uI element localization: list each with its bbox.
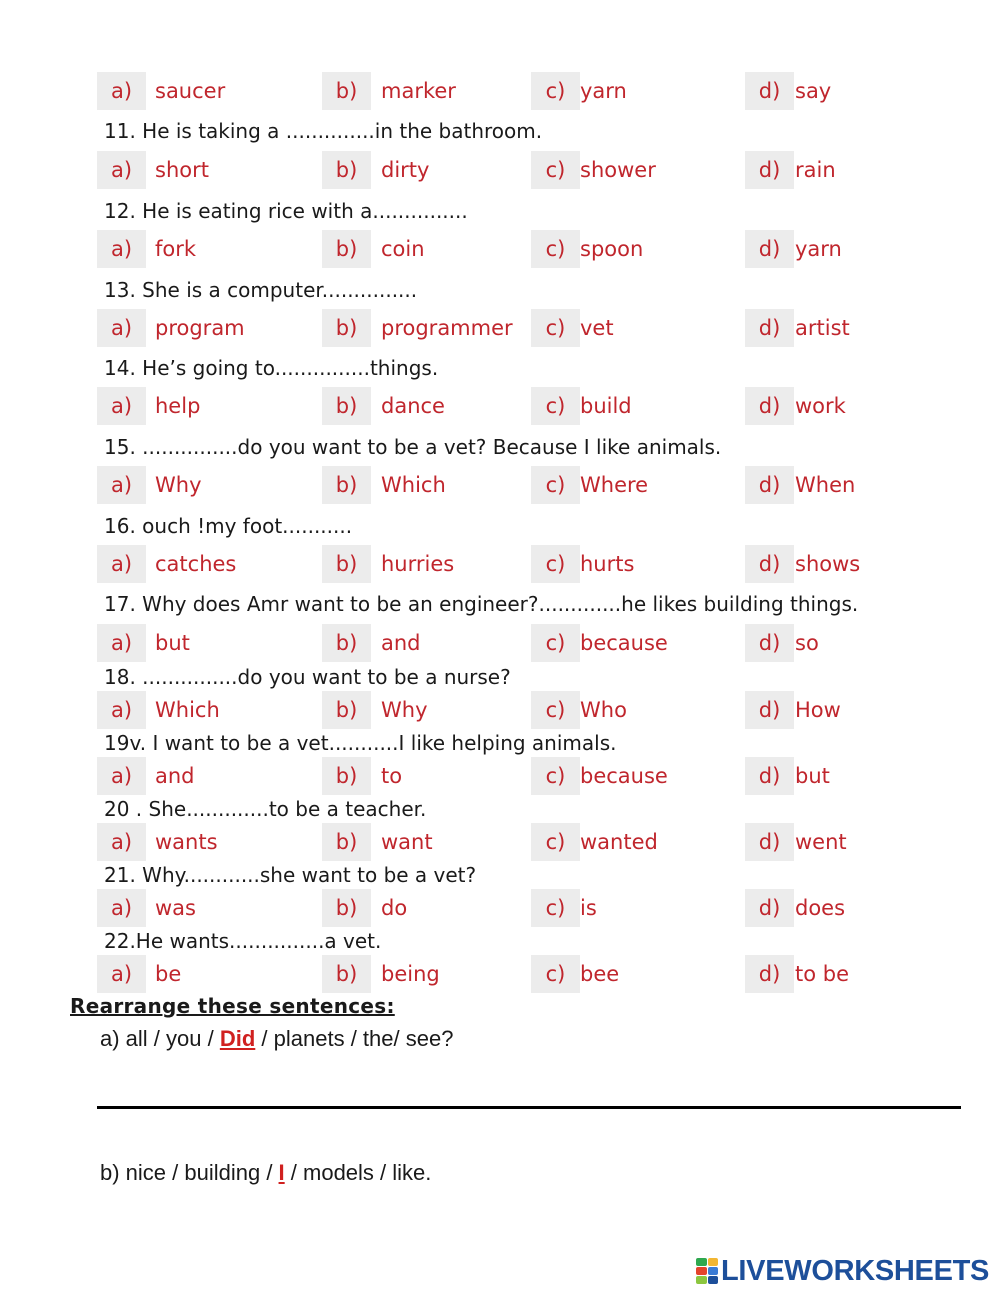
option-text[interactable]: went <box>795 830 847 854</box>
option-text[interactable]: wanted <box>580 830 658 854</box>
options-row <box>0 151 1000 189</box>
option-letter[interactable]: c) <box>531 309 580 347</box>
option-letter[interactable]: a) <box>97 691 146 729</box>
rearrange-b-highlight: I <box>278 1160 285 1185</box>
question-text: 20 . She.............to be a teacher. <box>104 797 427 821</box>
option-letter[interactable]: a) <box>97 466 146 504</box>
option-letter[interactable]: b) <box>322 955 371 993</box>
option-letter[interactable]: a) <box>97 624 146 662</box>
option-text[interactable]: dirty <box>381 158 430 182</box>
option-letter[interactable]: d) <box>745 387 794 425</box>
option-letter[interactable]: b) <box>322 466 371 504</box>
option-letter[interactable]: b) <box>322 757 371 795</box>
options-row <box>0 387 1000 425</box>
option-text[interactable]: rain <box>795 158 836 182</box>
options-row <box>0 955 1000 993</box>
option-text[interactable]: build <box>580 394 632 418</box>
option-letter[interactable]: a) <box>97 151 146 189</box>
question-text: 18. ...............do you want to be a nurse? <box>104 665 511 689</box>
question-text: 16. ouch !my foot........... <box>104 514 353 538</box>
option-letter[interactable]: b) <box>322 72 371 110</box>
option-letter[interactable]: b) <box>322 823 371 861</box>
option-letter[interactable]: d) <box>745 757 794 795</box>
question-text: 11. He is taking a ..............in the bathroom. <box>104 119 543 143</box>
option-letter[interactable]: d) <box>745 72 794 110</box>
rearrange-a-suffix: / planets / the/ see? <box>255 1026 454 1051</box>
liveworksheets-logo[interactable] <box>696 1254 989 1288</box>
option-letter[interactable]: d) <box>745 309 794 347</box>
rearrange-a-highlight: Did <box>219 1026 256 1051</box>
question-text: 21. Why............she want to be a vet? <box>104 863 477 887</box>
option-letter[interactable]: d) <box>745 624 794 662</box>
options-row <box>0 823 1000 861</box>
option-letter[interactable]: c) <box>531 387 580 425</box>
option-letter[interactable]: b) <box>322 309 371 347</box>
options-row <box>0 624 1000 662</box>
options-row <box>0 691 1000 729</box>
options-row <box>0 889 1000 927</box>
option-text[interactable]: yarn <box>580 79 627 103</box>
option-text[interactable]: When <box>795 473 856 497</box>
option-text[interactable]: hurries <box>381 552 455 576</box>
option-text[interactable]: to <box>381 764 403 788</box>
option-text[interactable]: because <box>580 631 668 655</box>
option-letter[interactable]: c) <box>531 889 580 927</box>
option-letter[interactable]: b) <box>322 691 371 729</box>
option-text[interactable]: do <box>381 896 408 920</box>
option-text[interactable]: short <box>155 158 209 182</box>
rearrange-item-b <box>100 1160 431 1186</box>
question-text: 12. He is eating rice with a............... <box>104 199 468 223</box>
rearrange-b-prefix: b) nice / building / <box>100 1160 279 1185</box>
option-letter[interactable]: a) <box>97 955 146 993</box>
option-text[interactable]: shower <box>580 158 656 182</box>
option-letter[interactable]: d) <box>745 823 794 861</box>
option-letter[interactable]: d) <box>745 230 794 268</box>
question-text: 15. ...............do you want to be a vet? Because I like animals. <box>104 435 722 459</box>
option-letter[interactable]: d) <box>745 151 794 189</box>
rearrange-item-a <box>100 1026 453 1052</box>
option-letter[interactable]: d) <box>745 466 794 504</box>
option-text[interactable]: say <box>795 79 832 103</box>
option-text[interactable]: How <box>795 698 841 722</box>
option-text[interactable]: Where <box>580 473 649 497</box>
option-text[interactable]: Which <box>381 473 446 497</box>
option-text[interactable]: programmer <box>381 316 513 340</box>
option-text[interactable]: vet <box>580 316 614 340</box>
option-text[interactable]: artist <box>795 316 850 340</box>
option-text[interactable]: is <box>580 896 597 920</box>
option-letter[interactable]: a) <box>97 889 146 927</box>
options-row <box>0 309 1000 347</box>
option-letter[interactable]: d) <box>745 545 794 583</box>
option-text[interactable]: does <box>795 896 846 920</box>
question-text: 17. Why does Amr want to be an engineer?.............he likes building things. <box>104 592 859 616</box>
option-letter[interactable]: c) <box>531 757 580 795</box>
option-text[interactable]: want <box>381 830 433 854</box>
option-text[interactable]: Why <box>381 698 428 722</box>
option-text[interactable]: bee <box>580 962 620 986</box>
option-letter[interactable]: b) <box>322 230 371 268</box>
option-text[interactable]: saucer <box>155 79 226 103</box>
option-text[interactable]: coin <box>381 237 425 261</box>
option-text[interactable]: dance <box>381 394 445 418</box>
option-text[interactable]: program <box>155 316 245 340</box>
options-row <box>0 757 1000 795</box>
question-text: 22.He wants...............a vet. <box>104 929 382 953</box>
option-text[interactable]: shows <box>795 552 861 576</box>
options-row <box>0 466 1000 504</box>
option-text[interactable]: hurts <box>580 552 635 576</box>
option-text[interactable]: so <box>795 631 819 655</box>
option-letter[interactable]: c) <box>531 823 580 861</box>
option-letter[interactable]: c) <box>531 545 580 583</box>
option-text[interactable]: wants <box>155 830 218 854</box>
option-letter[interactable]: a) <box>97 387 146 425</box>
option-text[interactable]: yarn <box>795 237 842 261</box>
option-letter[interactable]: d) <box>745 955 794 993</box>
option-text[interactable]: but <box>155 631 190 655</box>
option-text[interactable]: being <box>381 962 440 986</box>
option-letter[interactable]: b) <box>322 151 371 189</box>
options-row <box>0 230 1000 268</box>
option-text[interactable]: Which <box>155 698 220 722</box>
option-text[interactable]: be <box>155 962 182 986</box>
option-letter[interactable]: c) <box>531 466 580 504</box>
logo-text: LIVEWORKSHEETS <box>721 1254 990 1287</box>
question-text: 14. He’s going to...............things. <box>104 356 439 380</box>
question-text: 19v. I want to be a vet...........I like helping animals. <box>104 731 617 755</box>
option-text[interactable]: but <box>795 764 830 788</box>
option-text[interactable]: because <box>580 764 668 788</box>
option-text[interactable]: was <box>155 896 196 920</box>
option-letter[interactable]: d) <box>745 691 794 729</box>
liveworksheets-logo-icon <box>696 1258 718 1284</box>
option-letter[interactable]: a) <box>97 230 146 268</box>
options-row <box>0 545 1000 583</box>
option-letter[interactable]: b) <box>322 624 371 662</box>
option-letter[interactable]: a) <box>97 72 146 110</box>
option-text[interactable]: Who <box>580 698 627 722</box>
option-text[interactable]: work <box>795 394 846 418</box>
option-letter[interactable]: a) <box>97 309 146 347</box>
option-letter[interactable]: b) <box>322 387 371 425</box>
option-text[interactable]: help <box>155 394 201 418</box>
option-letter[interactable]: a) <box>97 545 146 583</box>
option-text[interactable]: catches <box>155 552 237 576</box>
option-text[interactable]: fork <box>155 237 197 261</box>
option-letter[interactable]: c) <box>531 955 580 993</box>
option-text[interactable]: Why <box>155 473 202 497</box>
option-text[interactable]: marker <box>381 79 456 103</box>
option-letter[interactable]: c) <box>531 230 580 268</box>
option-letter[interactable]: c) <box>531 691 580 729</box>
option-text[interactable]: spoon <box>580 237 644 261</box>
option-letter[interactable]: c) <box>531 72 580 110</box>
option-letter[interactable]: b) <box>322 889 371 927</box>
option-letter[interactable]: c) <box>531 624 580 662</box>
rearrange-heading: Rearrange these sentences: <box>70 994 395 1018</box>
option-text[interactable]: and <box>155 764 195 788</box>
option-letter[interactable]: a) <box>97 823 146 861</box>
option-text[interactable]: to be <box>795 962 850 986</box>
option-letter[interactable]: d) <box>745 889 794 927</box>
option-letter[interactable]: c) <box>531 151 580 189</box>
answer-line-a[interactable] <box>97 1106 961 1109</box>
question-text: 13. She is a computer............... <box>104 278 418 302</box>
rearrange-b-suffix: / models / like. <box>284 1160 432 1185</box>
options-row <box>0 72 1000 110</box>
option-letter[interactable]: a) <box>97 757 146 795</box>
option-letter[interactable]: b) <box>322 545 371 583</box>
rearrange-a-prefix: a) all / you / <box>100 1026 220 1051</box>
option-text[interactable]: and <box>381 631 421 655</box>
